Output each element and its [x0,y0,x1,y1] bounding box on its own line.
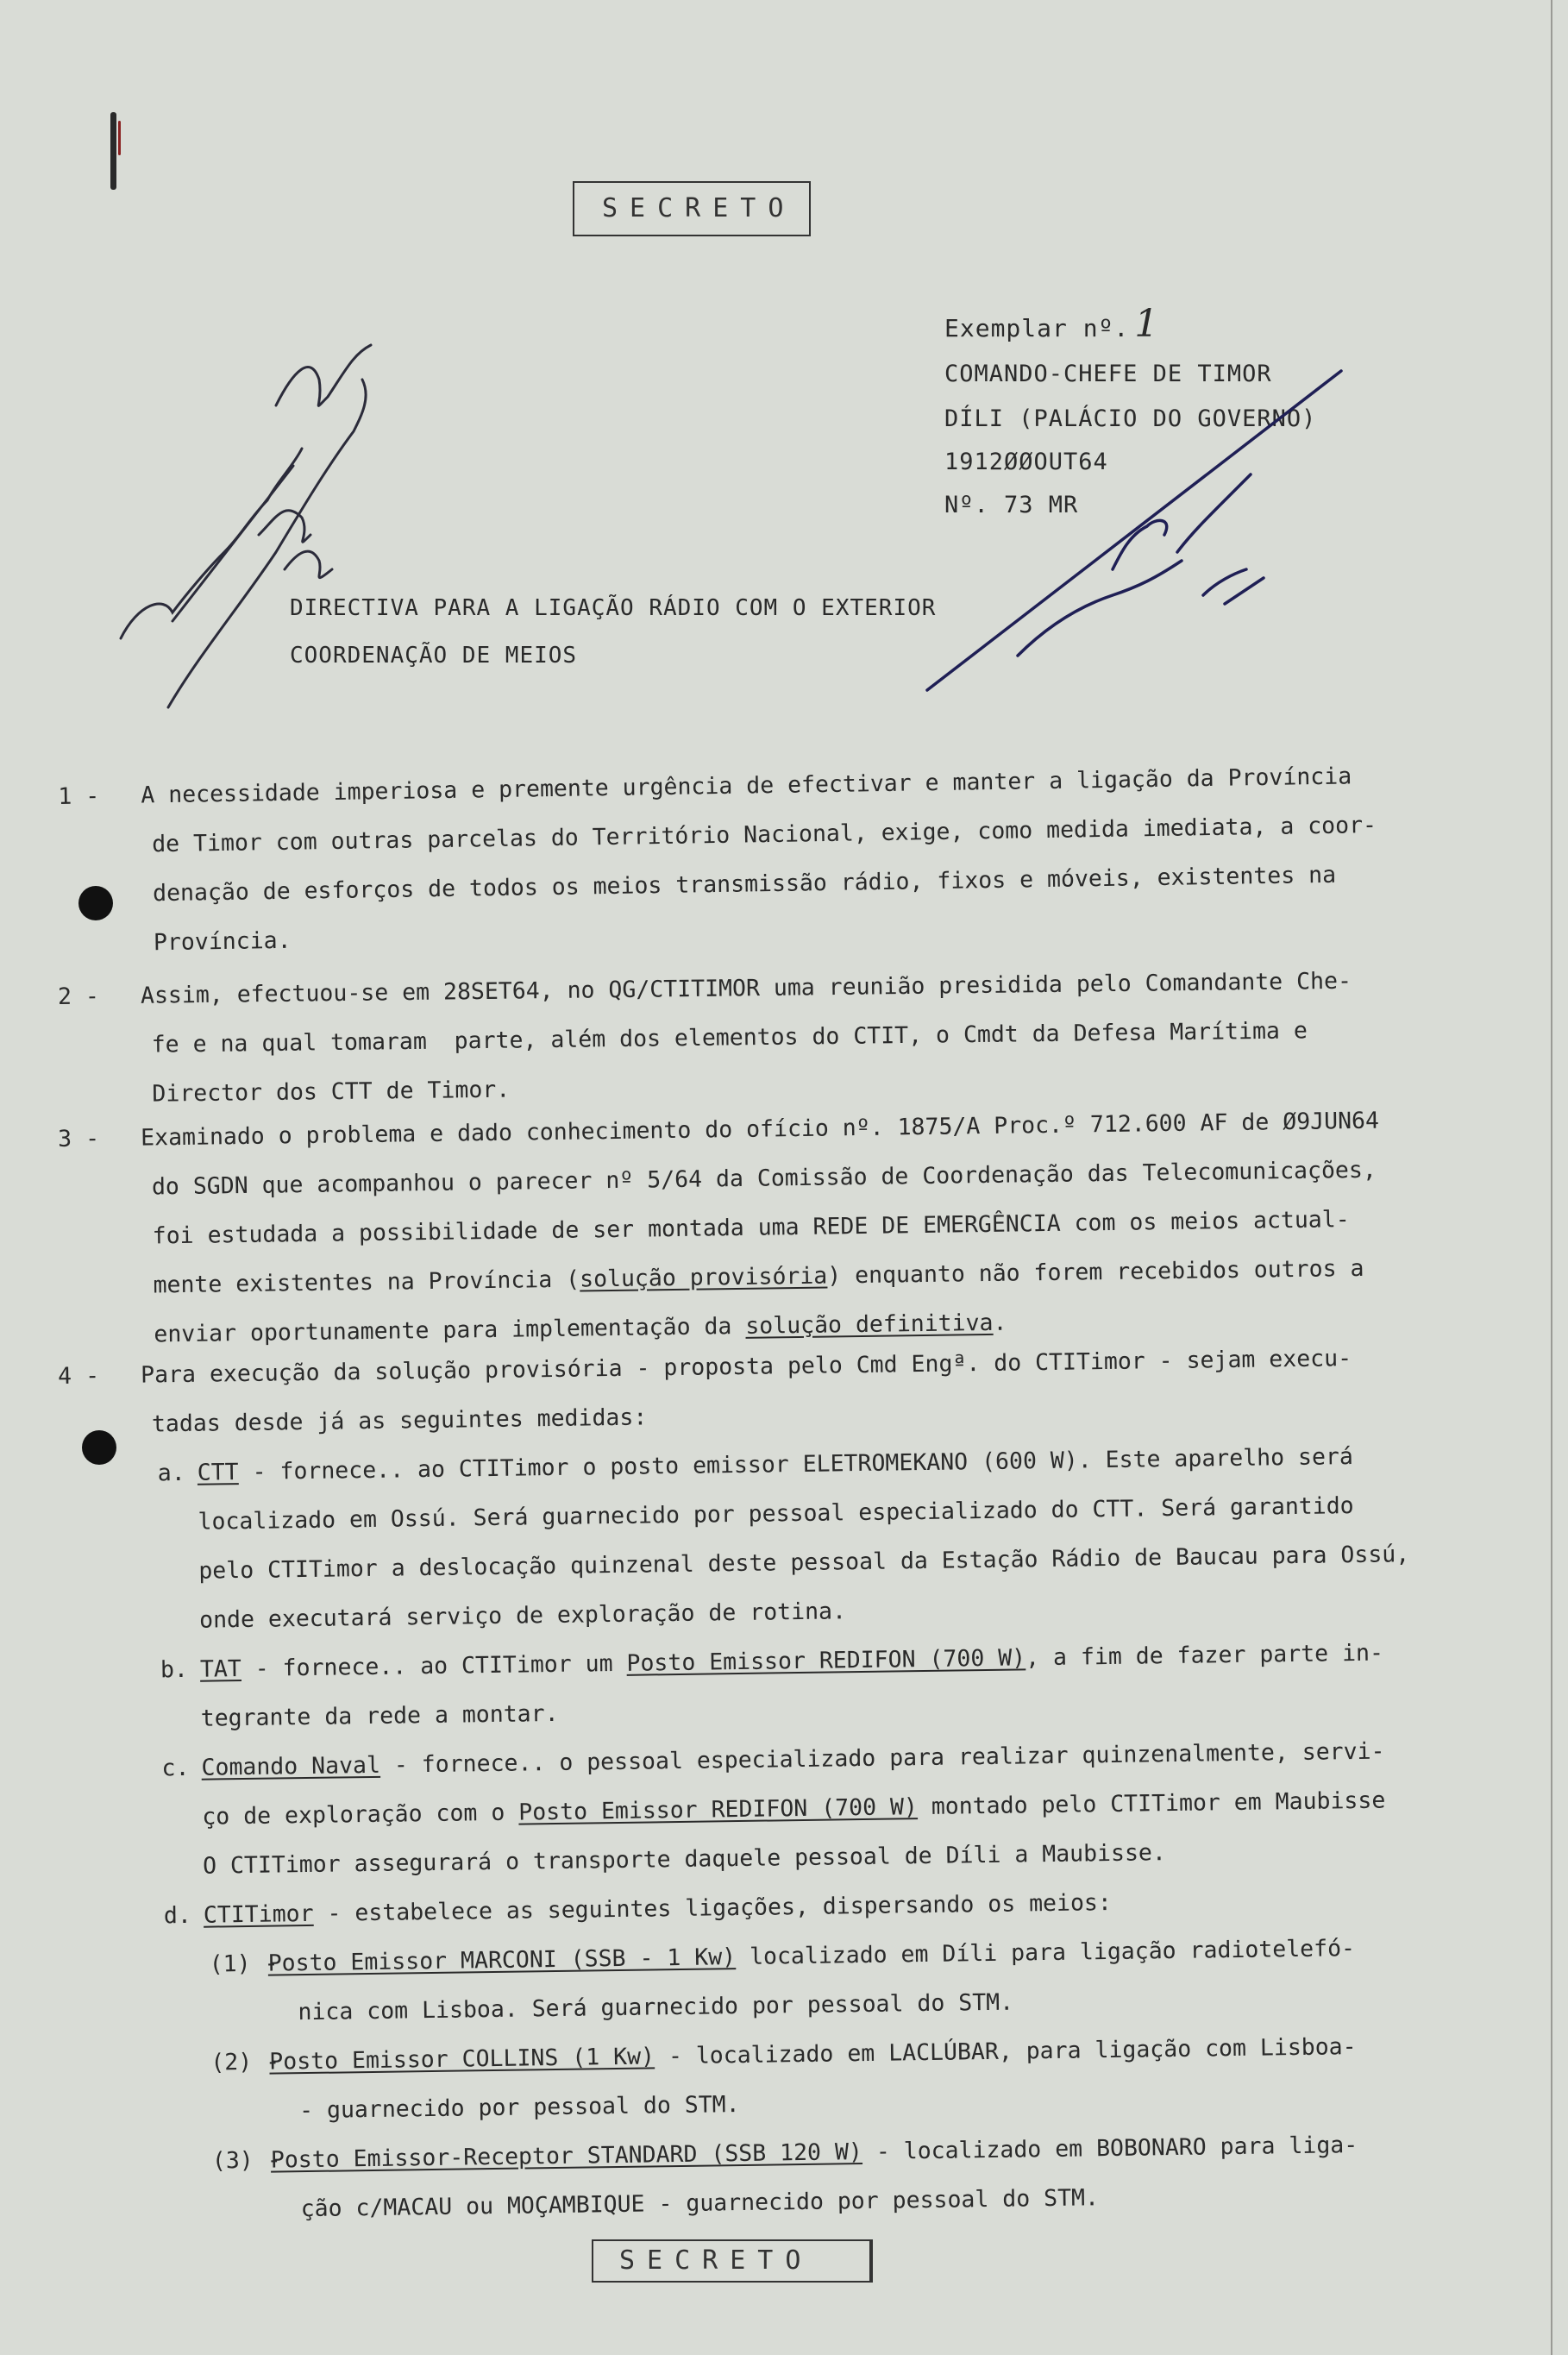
item-subject: CTITimor [203,1900,314,1929]
paragraph-line: A necessidade imperiosa e premente urgência de efectivar e manter a ligação da Província [141,763,1352,809]
sub-item-number: (2) - [210,2048,280,2076]
paragraph-text: localizado em Díli para ligação radiotelefó- [735,1935,1356,1971]
paragraph-number: 2 - [57,983,100,1010]
classification-stamp-bottom: SECRETO [592,2239,873,2283]
paragraph-line: Assim, efectuou-se em 28SET64, no QG/CTITIMOR uma reunião presidida pelo Comandante Che- [140,967,1352,1009]
underlined-term: Posto Emissor-Receptor STANDARD (SSB 120 W) [270,2138,863,2174]
paragraph-text: - estabelece as seguintes ligações, dispersando os meios: [313,1888,1113,1927]
paragraph-text: - fornece.. o pessoal especializado para realizar quinzenalmente, servi- [379,1737,1385,1779]
paragraph-line: Examinado o problema e dado conhecimento do ofício nº. 1875/A Proc.º 712.600 AF de Ø9JUN64 [140,1107,1380,1152]
paragraph-number: 1 - [58,782,100,810]
red-ink-mark [118,121,121,155]
paragraph-number: 3 - [57,1125,100,1152]
paragraph-text: - localizado em BOBONARO para liga- [862,2132,1358,2166]
paragraph-line: Director dos CTT de Timor. [152,1076,511,1108]
paragraph-text: - localizado em LACLÚBAR, para ligação com Lisboa- [654,2033,1357,2070]
underlined-term: Posto Emissor REDIFON (700 W) [626,1644,1026,1677]
item-subject: Comando Naval [201,1751,381,1781]
paragraph-line: nica com Lisboa. Será guarnecido por pessoal do STM. [298,1988,1014,2026]
punch-hole [78,886,113,920]
paragraph-line: tegrante da rede a montar. [200,1699,559,1732]
paragraph-line: pelo CTITimor a deslocação quinzenal deste pessoal da Estação Rádio de Baucau para Ossú, [198,1541,1410,1585]
underlined-term: Posto Emissor REDIFON (700 W) [518,1793,919,1826]
item-letter: d. [163,1901,192,1930]
paragraph-text: , a fim de fazer parte in- [1025,1639,1384,1672]
document-subtitle: COORDENAÇÃO DE MEIOS [290,643,578,669]
paragraph-line: O CTITimor assegurará o transporte daquele pessoal de Díli a Maubisse. [202,1839,1167,1880]
exemplar-label: Exemplar nº. [944,314,1130,342]
paragraph-line: do SGDN que acompanhou o parecer nº 5/64 da Comissão de Coordenação das Telecomunicações, [151,1156,1377,1201]
sub-item-number: (1) - [209,1950,279,1978]
paragraph-text: - fornece.. ao CTITimor um [241,1649,627,1683]
item-subject: TAT [199,1655,242,1683]
header-datetime: 1912ØØOUT64 [944,449,1108,475]
underlined-term: solução provisória [579,1262,828,1293]
exemplar-line [944,302,1159,346]
header-command: COMANDO-CHEFE DE TIMOR [944,361,1272,387]
paragraph-text: montado pelo CTITimor em Maubisse [917,1787,1386,1821]
paragraph-line: tadas desde já as seguintes medidas: [151,1404,648,1438]
paragraph-text: ) enquanto não forem recebidos outros a [827,1254,1364,1290]
paragraph-line: - guarnecido por pessoal do STM. [298,2091,740,2125]
paragraph-text: mente existentes na Província ( [153,1265,580,1299]
item-subject: CTT [197,1459,239,1486]
paragraph-line: foi estudada a possibilidade de ser montada uma REDE DE EMERGÊNCIA com os meios actual- [152,1206,1350,1250]
paragraph-line: fe e na qual tomaram parte, além dos elementos do CTIT, o Cmdt da Defesa Marítima e [151,1017,1308,1058]
paragraph-text: - fornece.. ao CTITimor o posto emissor ELETROMEKANO (600 W). Este aparelho será [238,1443,1354,1486]
paragraph-4 [57,1284,1419,2237]
item-letter: b. [160,1655,189,1684]
underlined-term: Posto Emissor COLLINS (1 Kw) [269,2043,655,2076]
paragraph-line: Para execução da solução provisória - proposta pelo Cmd Engª. do CTITimor - sejam execu- [140,1345,1352,1389]
sub-item-number: (3) - [211,2146,281,2175]
paragraph-line: de Timor com outras parcelas do Território Nacional, exige, como medida imediata, a coor- [151,811,1377,858]
underlined-term: Posto Emissor MARCONI (SSB - 1 Kw) [267,1944,737,1977]
paragraph-line: localizado em Ossú. Será guarnecido por pessoal especializado do CTT. Será garantido [198,1492,1354,1535]
punch-hole [82,1430,116,1465]
classification-stamp-top: SECRETO [573,181,811,236]
paragraph-line: ção c/MACAU ou MOÇAMBIQUE - guarnecido por pessoal do STM. [300,2184,1100,2223]
paragraph-text: ço de exploração com o [202,1799,519,1831]
page-edge [1551,0,1552,2355]
paragraph-number: 4 - [57,1362,100,1390]
header-reference: Nº. 73 MR [944,492,1079,518]
item-letter: c. [161,1754,190,1782]
paragraph-text: . [993,1309,1007,1336]
document-title: DIRECTIVA PARA A LIGAÇÃO RÁDIO COM O EXTERIOR [290,595,937,621]
paragraph-text: enviar oportunamente para implementação da [154,1312,746,1348]
underlined-term: solução definitiva [745,1309,994,1340]
paragraph-line: denação de esforços de todos os meios transmissão rádio, fixos e móveis, existentes na [152,861,1337,907]
ink-mark [110,112,116,190]
exemplar-number: 1 [1134,302,1160,346]
paragraph-line: Província. [153,926,292,957]
item-letter: a. [157,1459,185,1487]
header-location: DÍLI (PALÁCIO DO GOVERNO) [944,405,1317,432]
paragraph-line: onde executará serviço de exploração de rotina. [198,1598,847,1634]
